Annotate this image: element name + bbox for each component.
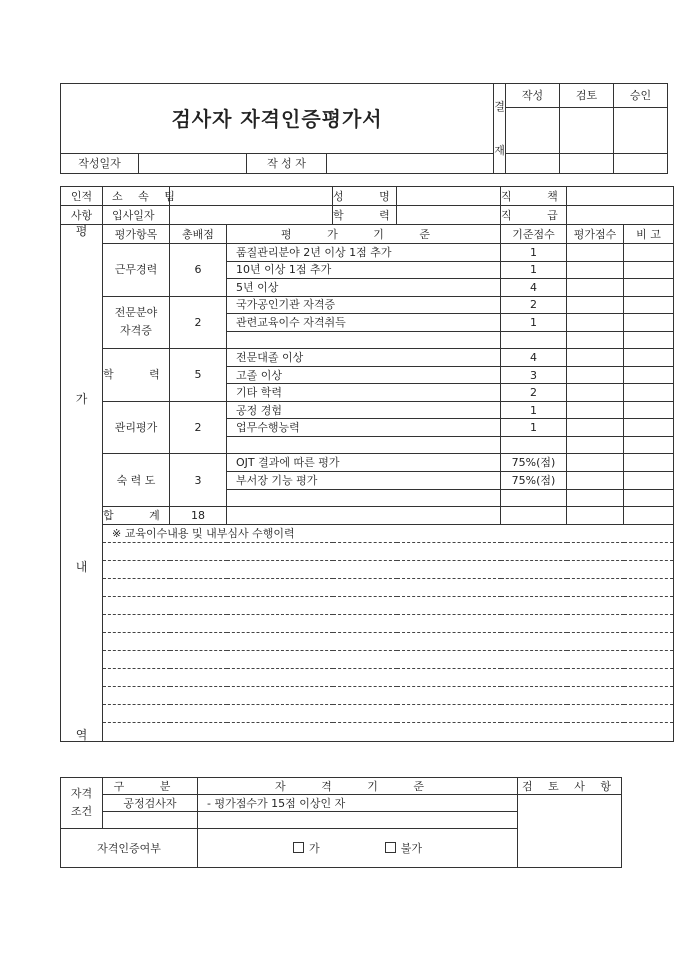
qual-criteria-empty[interactable] [198,812,518,829]
sum-eval-score-field[interactable] [567,507,624,525]
remarks-field[interactable] [624,279,674,297]
criteria-text: 기타 학력 [227,384,501,402]
remarks-field[interactable] [624,454,674,472]
criteria-text: 부서장 기능 평가 [227,472,501,490]
notes-line[interactable] [103,669,674,687]
col-header-item: 평가항목 [103,225,170,244]
item-work-experience: 근무경력 [103,244,170,297]
date-field[interactable] [139,154,247,174]
remarks-field[interactable] [624,384,674,402]
notes-line[interactable] [103,651,674,669]
remarks-field[interactable] [624,489,674,507]
header-table [60,83,668,174]
grade-field[interactable] [567,206,674,225]
sign-date-write[interactable] [506,154,560,174]
notes-line[interactable] [103,705,674,723]
eval-score-field[interactable] [567,244,624,262]
notes-line[interactable] [103,561,674,579]
total-management: 2 [170,401,227,454]
qual-category-empty[interactable] [103,812,198,829]
name-field[interactable] [397,187,501,206]
criteria-score: 75%(점) [501,454,567,472]
sum-label: 합 계 [103,507,170,525]
eval-score-field[interactable] [567,366,624,384]
criteria-text: 공정 경험 [227,401,501,419]
eval-score-field[interactable] [567,261,624,279]
criteria-score: 4 [501,279,567,297]
total-education: 5 [170,349,227,402]
eval-score-field[interactable] [567,349,624,367]
criteria-text: 전문대졸 이상 [227,349,501,367]
item-management: 관리평가 [103,401,170,454]
eval-score-field[interactable] [567,314,624,332]
sign-date-approve[interactable] [614,154,668,174]
criteria-score: 2 [501,296,567,314]
education-label: 학 력 [333,206,397,225]
remarks-field[interactable] [624,261,674,279]
team-label: 소 속 팀 [103,187,170,206]
eval-score-field[interactable] [567,454,624,472]
name-label: 성 명 [333,187,397,206]
criteria-score: 1 [501,261,567,279]
cert-label: 자격인증여부 [61,829,198,868]
eval-score-field[interactable] [567,296,624,314]
item-certification: 전문분야 자격증 [103,296,170,349]
fail-checkbox[interactable] [385,842,396,853]
approval-col-approve: 승인 [614,84,668,108]
approval-col-review: 검토 [560,84,614,108]
team-field[interactable] [170,187,333,206]
eval-score-field[interactable] [567,331,624,349]
notes-line[interactable] [103,633,674,651]
qual-col-criteria: 자 격 기 준 [198,778,518,795]
eval-score-field[interactable] [567,401,624,419]
qualification-table [60,777,622,868]
remarks-field[interactable] [624,472,674,490]
criteria-text: 고졸 이상 [227,366,501,384]
remarks-field[interactable] [624,296,674,314]
notes-line[interactable] [103,597,674,615]
eval-score-field[interactable] [567,472,624,490]
criteria-score: 75%(점) [501,472,567,490]
sum-criteria-field [227,507,501,525]
col-header-criteria: 평 가 기 준 [227,225,501,244]
approval-label: 결 재 [494,84,506,174]
join-date-field[interactable] [170,206,333,225]
col-header-remarks: 비 고 [624,225,674,244]
sum-remarks-field[interactable] [624,507,674,525]
remarks-field[interactable] [624,401,674,419]
criteria-text [227,489,501,507]
criteria-score: 2 [501,384,567,402]
writer-label: 작 성 자 [247,154,327,174]
evaluation-table [60,186,674,742]
criteria-score: 1 [501,244,567,262]
total-proficiency: 3 [170,454,227,507]
sign-date-review[interactable] [560,154,614,174]
eval-score-field[interactable] [567,279,624,297]
qual-category-value: 공정검사자 [103,795,198,812]
criteria-text [227,436,501,454]
remarks-field[interactable] [624,331,674,349]
total-work-experience: 6 [170,244,227,297]
remarks-field[interactable] [624,314,674,332]
qualification-side-label: 자격 조건 [61,778,103,829]
col-header-eval-score: 평가점수 [567,225,624,244]
remarks-field[interactable] [624,244,674,262]
sum-value: 18 [170,507,227,525]
eval-score-field[interactable] [567,419,624,437]
personal-side-label-2: 사항 [61,206,103,225]
date-label: 작성일자 [61,154,139,174]
page-title: 검사자 자격인증평가서 [61,84,494,154]
qual-col-review: 검 토 사 항 [518,778,622,795]
remarks-field[interactable] [624,419,674,437]
criteria-text: 관련교육이수 자격취득 [227,314,501,332]
position-label: 직 책 [501,187,567,206]
approval-col-write: 작성 [506,84,560,108]
criteria-score [501,331,567,349]
criteria-text [227,331,501,349]
grade-label: 직 급 [501,206,567,225]
sum-base-score-field [501,507,567,525]
writer-field[interactable] [327,154,494,174]
sign-box-review[interactable] [560,108,614,154]
item-education: 학 력 [103,349,170,402]
qual-col-category: 구 분 [103,778,198,795]
col-header-base-score: 기준점수 [501,225,567,244]
pass-label: 가 [309,842,320,855]
item-proficiency: 숙 력 도 [103,454,170,507]
sign-box-write[interactable] [506,108,560,154]
position-field[interactable] [567,187,674,206]
notes-line[interactable] [103,615,674,633]
notes-line[interactable] [103,579,674,597]
cert-options [198,829,518,868]
criteria-score [501,489,567,507]
criteria-text: 10년 이상 1점 추가 [227,261,501,279]
criteria-text: 업무수행능력 [227,419,501,437]
join-date-label: 입사일자 [103,206,170,225]
qual-review-field[interactable] [518,795,622,868]
eval-score-field[interactable] [567,489,624,507]
criteria-score: 1 [501,401,567,419]
criteria-text: 품질관리분야 2년 이상 1점 추가 [227,244,501,262]
education-field[interactable] [397,206,501,225]
remarks-field[interactable] [624,366,674,384]
criteria-text: OJT 결과에 따른 평가 [227,454,501,472]
criteria-text: 5년 이상 [227,279,501,297]
total-certification: 2 [170,296,227,349]
eval-score-field[interactable] [567,384,624,402]
col-header-total: 총배점 [170,225,227,244]
personal-side-label-1: 인적 [61,187,103,206]
fail-label: 불가 [400,842,422,855]
criteria-text: 국가공인기관 자격증 [227,296,501,314]
criteria-score: 1 [501,314,567,332]
evaluation-side-label: 평 가 내 역 [61,225,103,742]
notes-line[interactable] [103,723,674,742]
pass-checkbox[interactable] [293,842,304,853]
remarks-field[interactable] [624,349,674,367]
criteria-score: 4 [501,349,567,367]
criteria-score [501,436,567,454]
criteria-score: 3 [501,366,567,384]
sign-box-approve[interactable] [614,108,668,154]
eval-score-field[interactable] [567,436,624,454]
remarks-field[interactable] [624,436,674,454]
notes-title: ※ 교육이수내용 및 내부심사 수행이력 [103,525,674,543]
notes-line[interactable] [103,543,674,561]
notes-line[interactable] [103,687,674,705]
criteria-score: 1 [501,419,567,437]
qual-criteria-value: - 평가점수가 15점 이상인 자 [198,795,518,812]
